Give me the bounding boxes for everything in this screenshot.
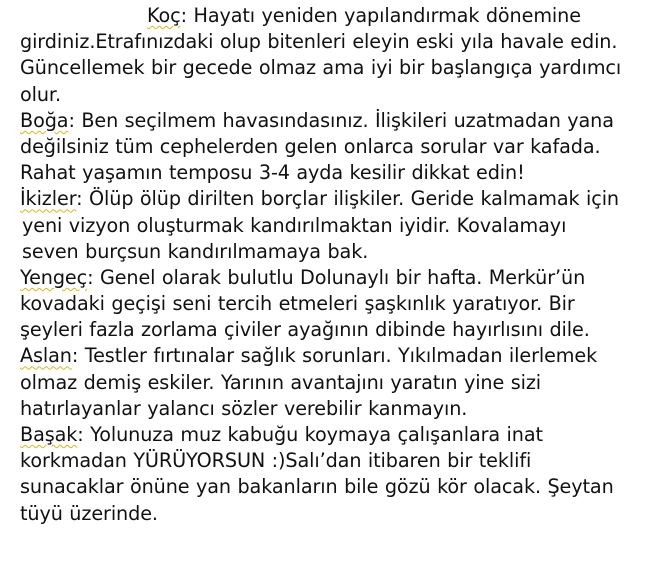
horoscope-document (20, 3, 645, 527)
entry-text: : Hayatı yeniden yapılandırmak dönemine (180, 4, 581, 27)
entry-text: : Ben seçilmem havasındasınız. İlişkileri uzatmadan yana (68, 108, 614, 132)
entry-basak-line-1 (20, 422, 645, 448)
sign-name-ikizler: İkizler (20, 187, 77, 211)
entry-text: : Yolunuza muz kabuğu koymaya çalışanlara inat (77, 423, 543, 446)
sign-name-koc: Koç (147, 4, 181, 27)
entry-text-line: olmaz demiş eskiler. Yarının avantajını yaratın yine sizi (20, 370, 542, 394)
entry-text-line: seven burçsun kandırılmamaya bak. (22, 239, 369, 263)
entry-text: : Genel olarak bulutlu Dolunaylı bir hafta. Merkür’ün (87, 265, 586, 289)
entry-koc-line-1 (20, 3, 645, 29)
entry-text-line: yeni vizyon oluşturmak kandırılmaktan iyidir. Kovalamayı (22, 213, 567, 237)
entry-text: : Testler fırtınalar sağlık sorunları. Yıkılmadan ilerlemek (71, 344, 598, 368)
entry-text-line: Güncellemek bir gecede olmaz ama iyi bir başlangıça yardımcı (20, 56, 622, 80)
entry-yengec-line-1 (20, 265, 645, 291)
entry-text-line: hatırlayanlar yalancı sözler verebilir kanmayın. (20, 396, 468, 420)
entry-text: : Ölüp ölüp dirilten borçlar ilişkiler. Geride kalmamak için (76, 187, 619, 211)
entry-text-line: tüyü üzerinde. (20, 501, 158, 525)
entry-ikizler-line-1 (20, 186, 645, 212)
entry-text-line: sunacaklar önüne yan bakanların bile gözü kör olacak. Şeytan (20, 475, 614, 499)
entry-text-line: korkmadan YÜRÜYORSUN :)Salı’dan itibaren bir teklifi (20, 449, 532, 473)
entry-text-line: olur. (20, 82, 61, 106)
entry-text-line: Rahat yaşamın temposu 3-4 ayda kesilir dikkat edin! (20, 161, 525, 185)
sign-name-aslan: Aslan (20, 344, 72, 368)
entry-text-line: değilsiniz tüm cephelerden gelen onlarca sorular var kafada. (20, 134, 601, 158)
sign-name-boga: Boğa (20, 108, 69, 132)
entry-text-line: şeyleri fazla zorlama çiviler ayağının dibinde hayırlısını dile. (20, 318, 590, 342)
entry-text-line: girdiniz.Etrafınızdaki olup bitenleri eleyin eski yıla havale edin. (20, 30, 618, 54)
sign-name-yengec: Yengeç (20, 265, 88, 289)
entry-aslan-line-1 (20, 343, 645, 369)
entry-text-line: kovadaki geçişi seni tercih etmeleri şaşkınlık yaratıyor. Bir (20, 292, 575, 316)
sign-name-basak: Başak (20, 423, 78, 446)
entry-boga-line-1 (20, 108, 645, 134)
